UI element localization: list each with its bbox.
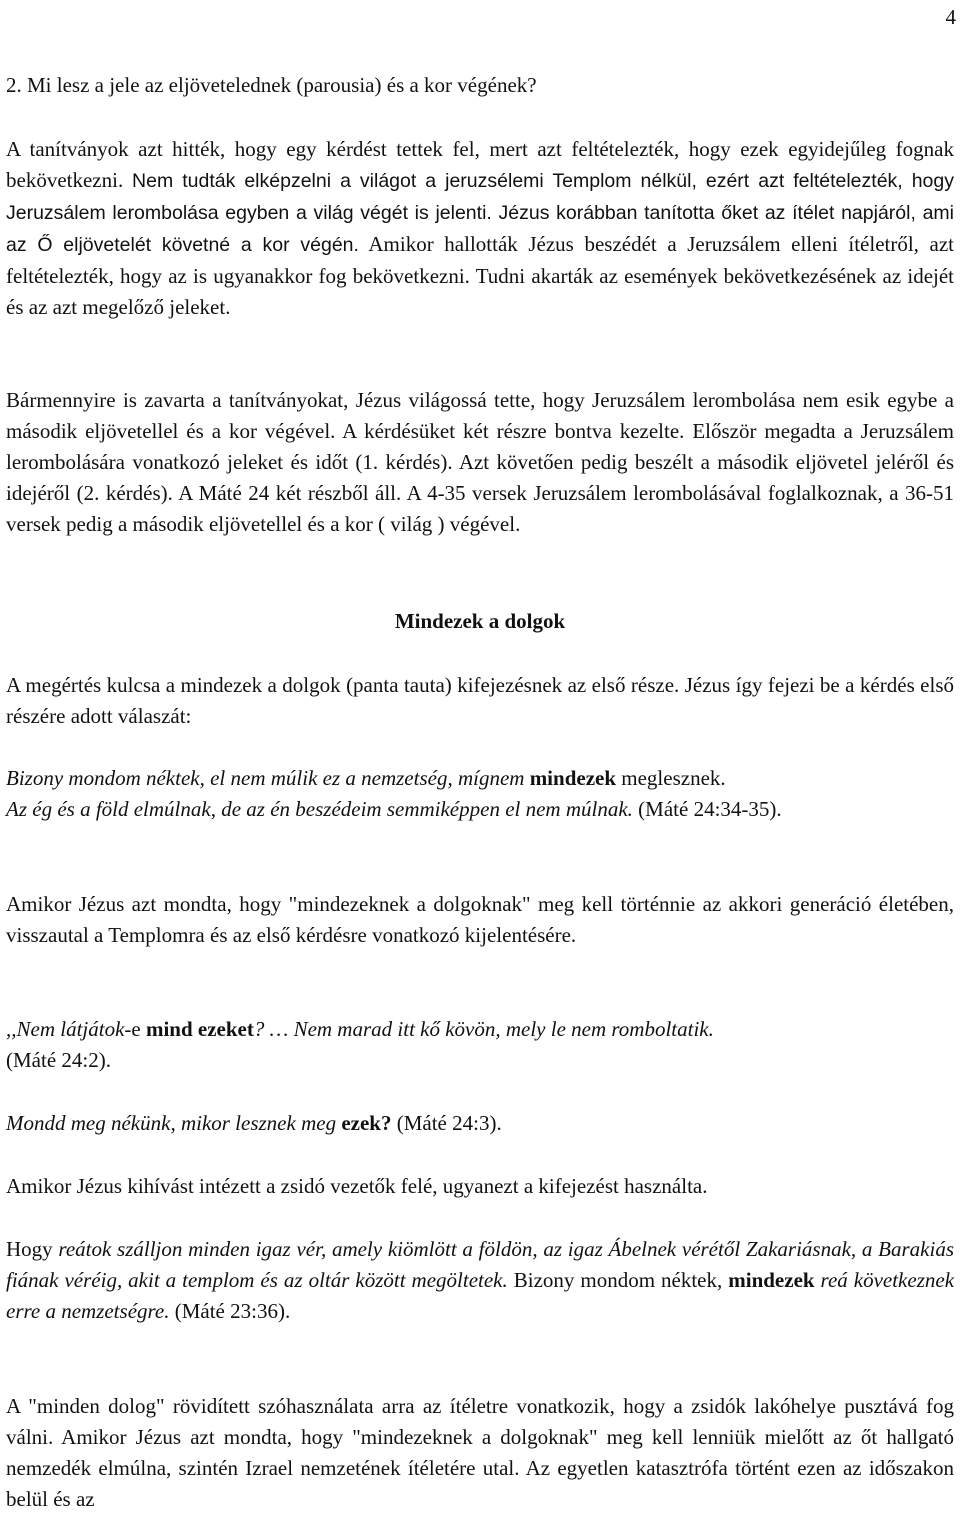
quote-3-italic-a: Mondd meg nékünk, mikor lesznek meg xyxy=(6,1111,342,1135)
paragraph-5: Amikor Jézus kihívást intézett a zsidó vezetők felé, ugyanezt a kifejezést használta. xyxy=(6,1174,708,1198)
paragraph-3: A megértés kulcsa a mindezek a dolgok (panta tauta) kifejezésnek az első része. Jézus így fejezi be a kérdés első részére adott válaszát: xyxy=(6,673,954,728)
quote-2-bold: mind ezeket xyxy=(145,1017,254,1041)
quote-3-ref: (Máté 24:3). xyxy=(391,1111,502,1135)
quote-1 xyxy=(6,763,954,825)
paragraph-4: Amikor Jézus azt mondta, hogy "mindezeknek a dolgoknak" meg kell történnie az akkori generáció életében, visszautal a Templomra és az első kérdésre vonatkozó kijelentésére. xyxy=(6,892,954,947)
section-heading: Mindezek a dolgok xyxy=(394,609,566,633)
paragraph-1-part-b: Nem tudták elképzelni a világot a jeruzsélemi Templom nélkül, ezért azt feltételezték, hogy Jeruzsálem lerombolása egyben a világ végét is jelenti. Jézus korábban tanította őket az ítélet napjáról, ami az Ő eljövetelét követné a kor végén. xyxy=(6,170,954,256)
quote-4-italic-b: reá következnek erre a nemzetségre. xyxy=(6,1268,955,1323)
quote-4-italic-a: reátok szálljon minden igaz vér, amely kiömlött a földön, az igaz Ábelnek vérétől Zakariásnak, a Barakiás fiának véréig, akit a templom és az oltár között megöltetek. xyxy=(6,1237,954,1292)
quote-1-italic-a: Bizony mondom néktek, el nem múlik ez a nemzetség, mígnem xyxy=(6,766,530,790)
quote-2-ref: (Máté 24:2). xyxy=(6,1048,111,1072)
quote-2 xyxy=(6,1014,954,1076)
quote-2-italic-a: ,,Nem látjátok xyxy=(6,1017,125,1041)
page-number: 4 xyxy=(945,5,956,29)
quote-1-ref: (Máté 24:34-35). xyxy=(638,797,782,821)
quote-4-plain-b: Bizony mondom néktek, xyxy=(507,1268,729,1292)
quote-2-italic-b: ? … Nem marad itt kő kövön, mely le nem romboltatik. xyxy=(253,1017,714,1041)
paragraph-2: Bármennyire is zavarta a tanítványokat, Jézus világossá tette, hogy Jeruzsálem lerombolása nem esik egybe a második eljövetellel és a kor végével. A kérdésüket két részre bontva kezelte. Először megadta a Jeruzsálem lerombolására vonatkozó jeleket és időt (1. kérdés). Azt követően pedig beszélt a második eljövetel jeléről és idejéről (2. kérdés). A Máté 24 két részből áll. A 4-35 versek Jeruzsálem lerombolásával foglalkoznak, a 36-51 versek pedig a második eljövetellel és a kor ( világ ) végével. xyxy=(6,388,954,536)
quote-4-plain-a: Hogy xyxy=(6,1237,59,1261)
quote-4 xyxy=(6,1234,954,1327)
quote-4-bold: mindezek xyxy=(728,1268,815,1292)
quote-4-ref: (Máté 23:36). xyxy=(174,1299,291,1323)
quote-3 xyxy=(6,1108,954,1139)
quote-1-plain-a: meglesznek. xyxy=(616,766,726,790)
quote-3-bold: ezek? xyxy=(341,1111,392,1135)
question-line: 2. Mi lesz a jele az eljövetelednek (parousia) és a kor végének? xyxy=(6,73,537,97)
paragraph-1 xyxy=(6,134,954,323)
paragraph-1-part-c: Amikor hallották Jézus beszédét a Jeruzsálem elleni ítéletről, azt feltételezték, hogy az is ugyanakkor fog bekövetkezni. Tudni akarták az események bekövetkezésének az idejét és az azt megelőző jeleket. xyxy=(6,232,955,319)
quote-1-bold: mindezek xyxy=(529,766,617,790)
paragraph-6: A "minden dolog" rövidített szóhasználata arra az ítéletre vonatkozik, hogy a zsidók lakóhelye pusztává fog válni. Amikor Jézus azt mondta, hogy "mindezeknek a dolgoknak" meg kell lenniük mielőtt az őt hallgató nemzedék elmúlna, szintén Izrael nemzetének ítéletére utal. Az egyetlen katasztrófa történt ezen az időszakon belül és az xyxy=(6,1394,954,1511)
quote-2-plain-a: -e xyxy=(124,1017,146,1041)
quote-1-italic-b: Az ég és a föld elmúlnak, de az én beszédeim semmiképpen el nem múlnak. xyxy=(6,797,639,821)
paragraph-1-part-a: A tanítványok azt hitték, hogy egy kérdést tettek fel, mert azt feltételezték, hogy ezek egyidejűleg fognak bekövetkezni. xyxy=(6,137,954,192)
